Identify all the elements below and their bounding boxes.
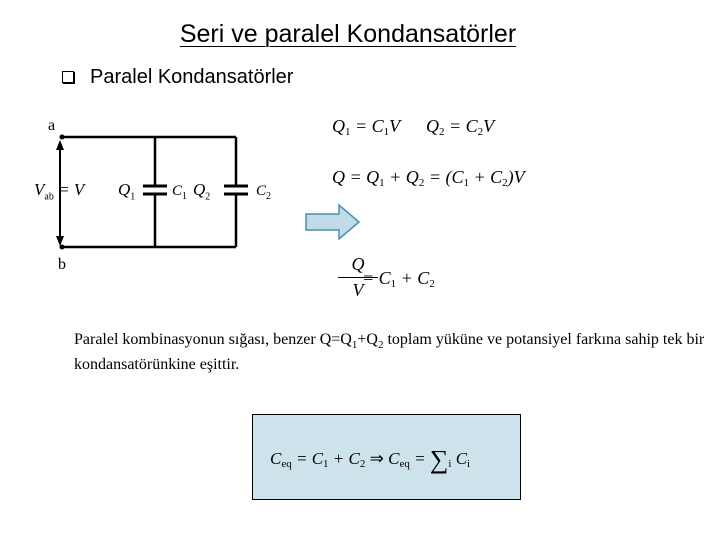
vab-label: $V_{ab} = V$ [34,180,85,203]
equation-total-charge: $Q = Q_1 + Q_2 = (C_1 + C_2)V$ [332,167,525,189]
arrow-down-head [56,236,64,246]
equation-capacitance-sum: = $C_1 + C_2$ [362,268,435,290]
q2-label: $Q_2$ [193,180,211,203]
c1-label: $C_1$ [172,183,188,202]
node-a-label: a [48,117,56,134]
sum-symbol: ∑ [429,445,449,474]
q1-label: $Q_1$ [118,180,136,203]
equation-q1: $Q_1 = C_1V$ [332,116,401,138]
c2-label: $C_2$ [256,183,272,202]
bullet-text: Paralel Kondansatörler [90,66,294,88]
arrow-up-head [56,140,64,150]
equation-q2: $Q_2 = C_2V$ [426,116,495,138]
explanation-paragraph: Paralel kombinasyonun sığası, benzer $Q=Q_1+Q_2$ toplam yüküne ve potansiyel farkına sahip tek bir kondansatörünkine eşittir. [74,331,705,374]
node-b-label: b [58,256,66,273]
equivalent-capacitance-equation: $C_{eq} = C_1 + C_2$ ⇒ $C_{eq} = \sum_i$ $C_i$ [270,445,471,474]
block-arrow-right-icon [306,205,359,239]
slide-title: Seri ve paralel Kondansatörler [179,20,517,48]
fraction-numerator: Q [351,254,365,274]
fraction-denominator: V [352,280,364,300]
